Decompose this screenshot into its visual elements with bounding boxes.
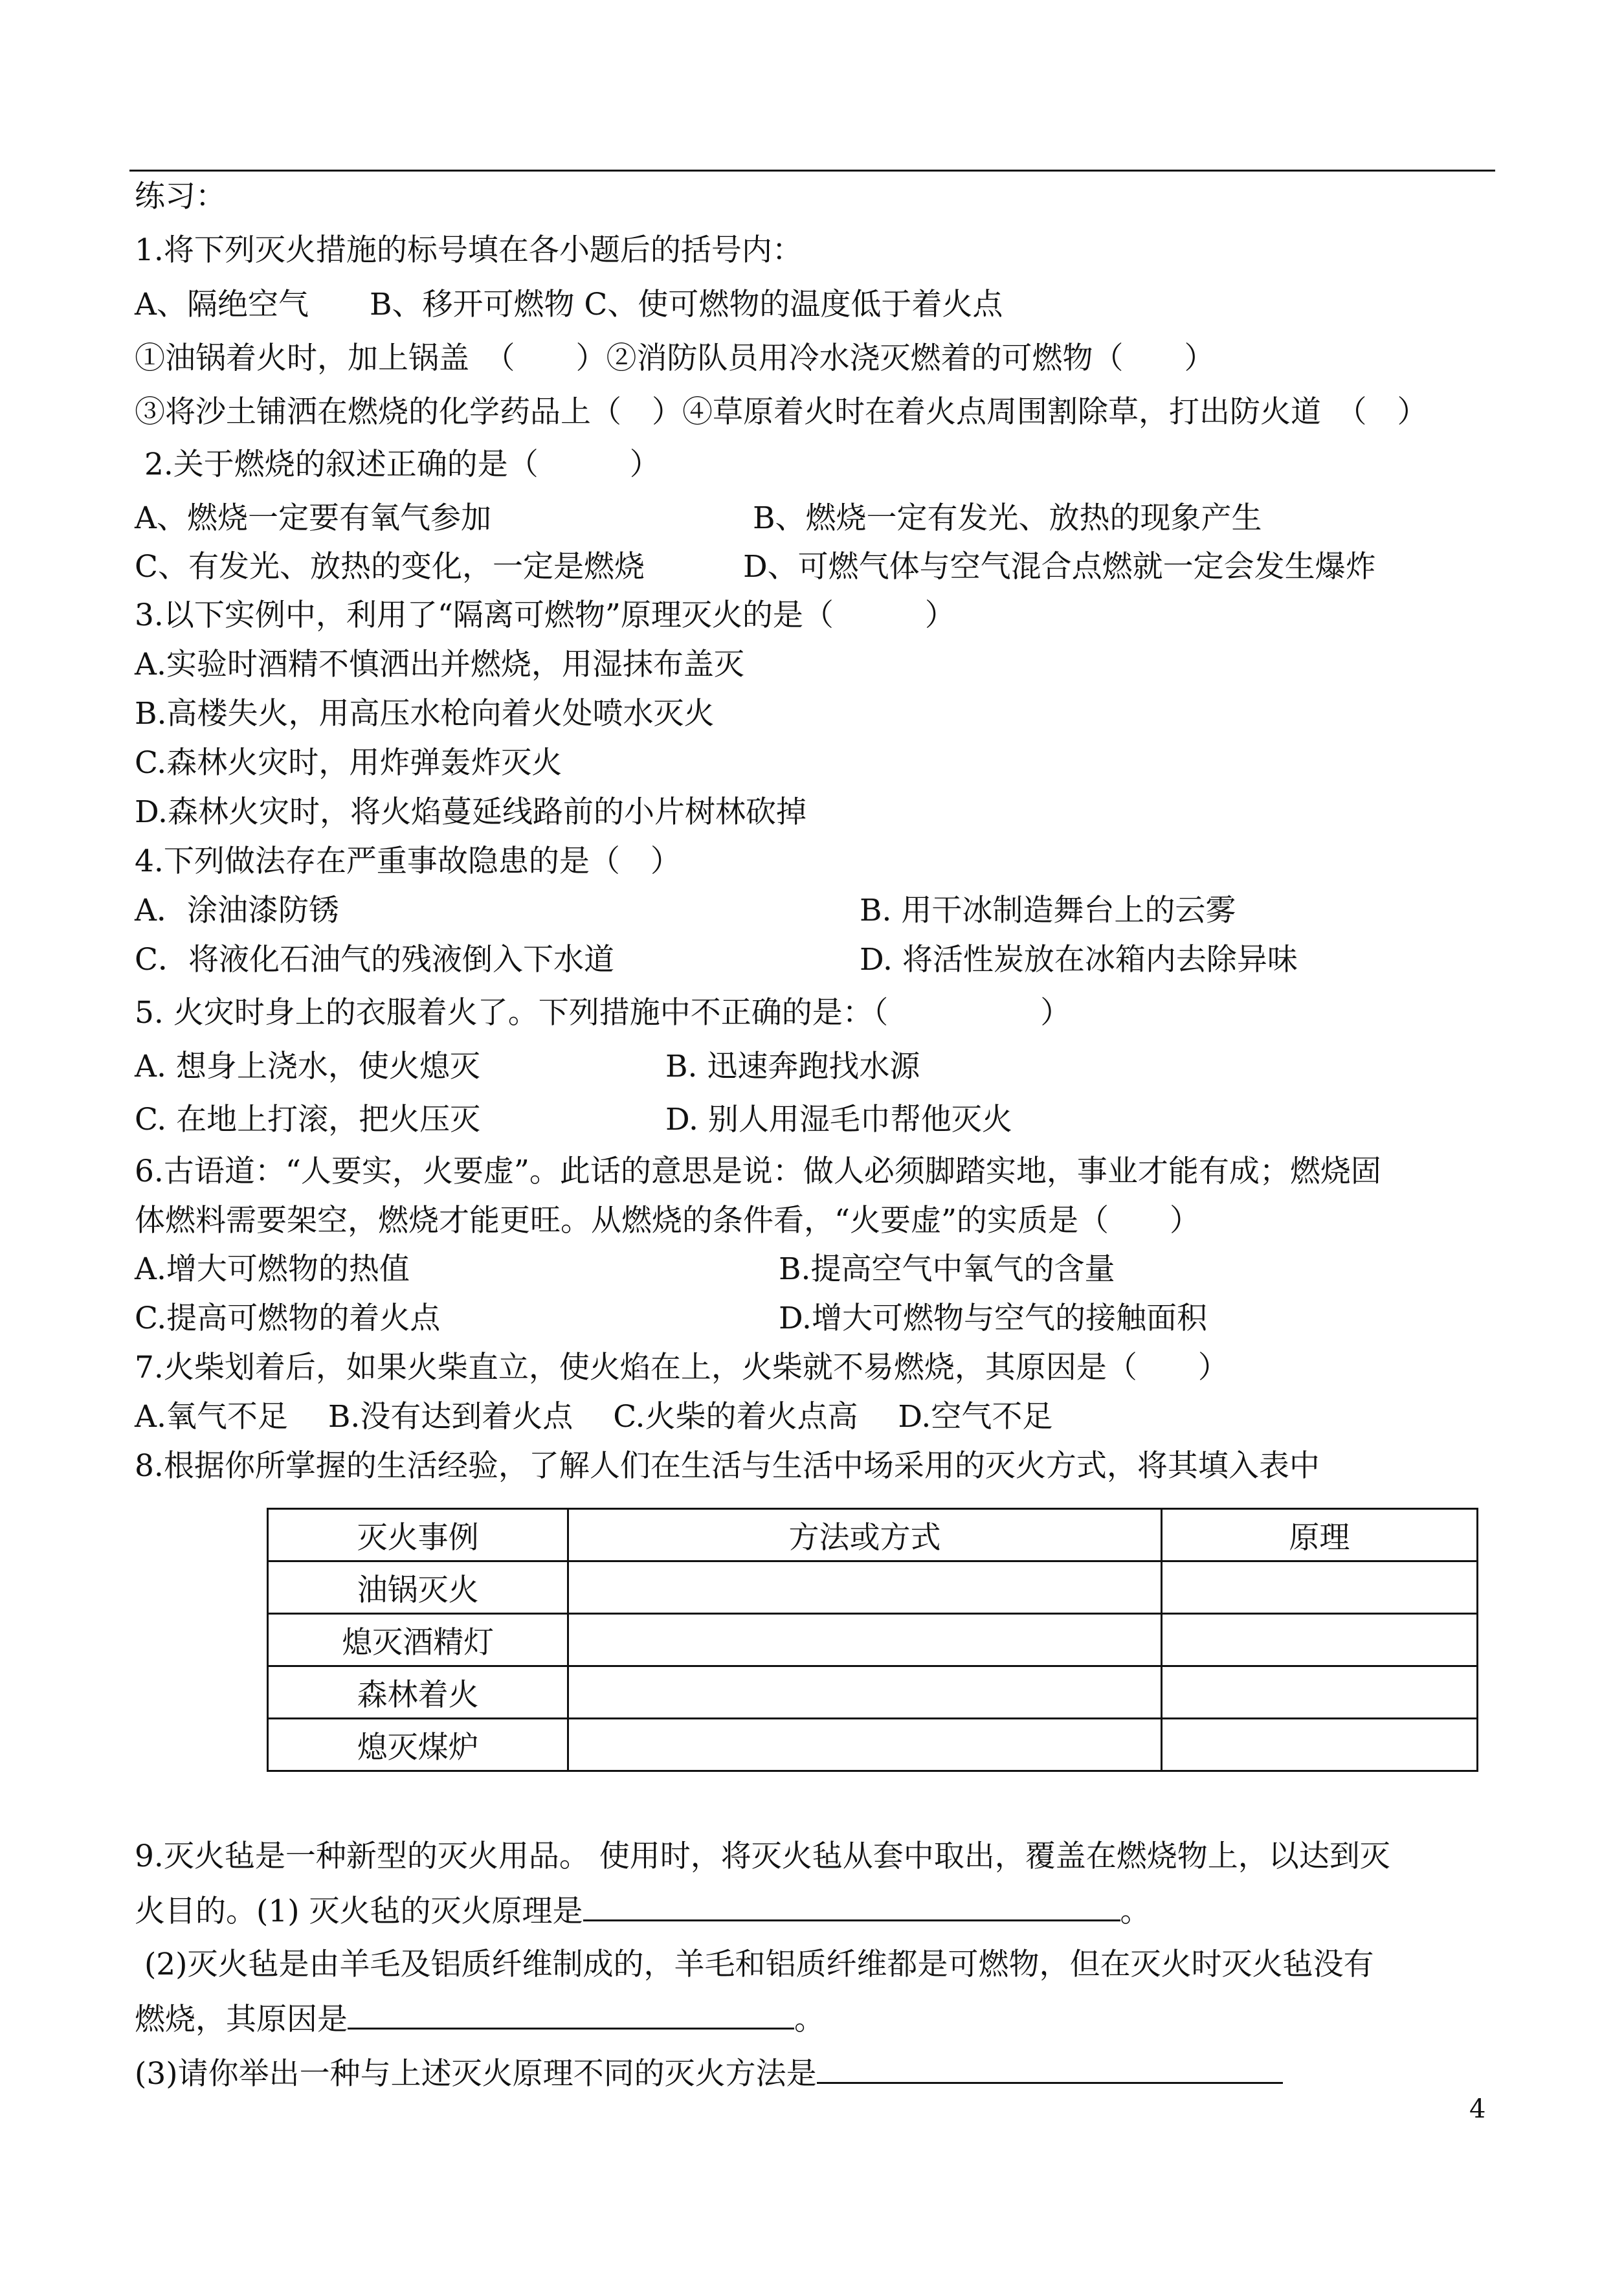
q4-option-d: D. 将活性炭放在冰箱内去除异味: [860, 942, 1298, 978]
table-row-label: 熄灭煤炉: [268, 1719, 568, 1771]
principle-answer-cell[interactable]: [1161, 1719, 1477, 1771]
method-answer-cell[interactable]: [568, 1614, 1161, 1666]
q9-part1-blank[interactable]: [583, 1891, 1120, 1921]
q9-part2-end: 。: [794, 2002, 825, 2037]
table-row-label: 森林着火: [268, 1666, 568, 1719]
q7-options: A.氧气不足 B.没有达到着火点 C.火柴的着火点高 D.空气不足: [135, 1399, 1053, 1435]
table-header-cell: 原理: [1161, 1509, 1477, 1561]
principle-answer-cell[interactable]: [1161, 1561, 1477, 1614]
q3-option-d: D.森林火灾时，将火焰蔓延线路前的小片树林砍掉: [135, 794, 806, 830]
q5-option-b: B. 迅速奔跑找水源: [665, 1049, 920, 1084]
table-row: [268, 1614, 1478, 1666]
q9-line1: 9.灭火毡是一种新型的灭火用品。 使用时，将灭火毡从套中取出，覆盖在燃烧物上，以达到灭: [135, 1839, 1390, 1874]
q3-option-a: A.实验时酒精不慎洒出并燃烧，用湿抹布盖灭: [135, 647, 744, 682]
principle-answer-cell[interactable]: [1161, 1666, 1477, 1719]
q1-stem: 1.将下列灭火措施的标号填在各小题后的括号内：: [135, 232, 803, 268]
q9-part3-blank[interactable]: [817, 2053, 1283, 2084]
q9-part1-end: 。: [1120, 1894, 1151, 1929]
q7-stem: 7.火柴划着后，如果火柴直立，使火焰在上，火柴就不易燃烧，其原因是（ ）: [135, 1350, 1229, 1385]
table-row-label: 油锅灭火: [268, 1561, 568, 1614]
q3-option-b: B.高楼失火，用高压水枪向着火处喷水灭火: [135, 696, 715, 732]
q4-option-a: A．涂油漆防锈: [135, 893, 339, 928]
q5-option-a: A. 想身上浇水，使火熄灭: [135, 1049, 480, 1084]
principle-answer-cell[interactable]: [1161, 1614, 1477, 1666]
q6-option-a: A.增大可燃物的热值: [135, 1251, 410, 1287]
q9-part2-text: 燃烧，其原因是: [135, 2002, 348, 2037]
q5-option-d: D. 别人用湿毛巾帮他灭火: [665, 1102, 1012, 1137]
q1-line1: ①油锅着火时，加上锅盖 （ ）②消防队员用冷水浇灭燃着的可燃物（ ）: [135, 341, 1215, 376]
q2-option-d: D、可燃气体与空气混合点燃就一定会发生爆炸: [743, 549, 1376, 585]
page-number: 4: [1469, 2094, 1486, 2124]
q1-line2: ③将沙土铺洒在燃烧的化学药品上（ ）④草原着火时在着火点周围割除草，打出防火道 （ ）: [135, 394, 1428, 430]
q4-stem: 4.下列做法存在严重事故隐患的是（ ）: [135, 844, 681, 879]
table-header-cell: 灭火事例: [268, 1509, 568, 1561]
q9-part3-text: (3)请你举出一种与上述灭火原理不同的灭火方法是: [135, 2056, 817, 2092]
q6-option-b: B.提高空气中氧气的含量: [779, 1251, 1115, 1287]
q1-options: A、隔绝空气 B、移开可燃物 C、使可燃物的温度低于着火点: [135, 287, 1003, 322]
method-answer-cell[interactable]: [568, 1561, 1161, 1614]
q2-stem: 2.关于燃烧的叙述正确的是（ ）: [135, 447, 660, 482]
q9-line2: [135, 1891, 1151, 1931]
method-answer-cell[interactable]: [568, 1719, 1161, 1771]
q3-option-c: C.森林火灾时，用炸弹轰炸灭火: [135, 745, 562, 781]
q2-option-c: C、有发光、放热的变化，一定是燃烧: [135, 549, 645, 585]
table-row-label: 熄灭酒精灯: [268, 1614, 568, 1666]
table-header-cell: 方法或方式: [568, 1509, 1161, 1561]
table-header-row: [268, 1509, 1478, 1561]
q9-line5: [135, 2053, 1283, 2094]
q6-option-c: C.提高可燃物的着火点: [135, 1301, 441, 1336]
q9-part2-blank[interactable]: [348, 1999, 794, 2030]
q8-answer-table: [267, 1508, 1478, 1772]
q9-part1-text: 火目的。(1) 灭火毡的灭火原理是: [135, 1894, 583, 1929]
q9-line4: [135, 1999, 825, 2039]
q5-stem: 5. 火灾时身上的衣服着火了。下列措施中不正确的是：（ ）: [135, 995, 1071, 1031]
table-row: [268, 1561, 1478, 1614]
q2-option-a: A、燃烧一定要有氧气参加: [135, 500, 491, 536]
exercise-heading: 练习：: [135, 179, 226, 214]
q4-option-b: B. 用干冰制造舞台上的云雾: [860, 893, 1236, 928]
q5-option-c: C. 在地上打滚，把火压灭: [135, 1102, 481, 1137]
q2-option-b: B、燃烧一定有发光、放热的现象产生: [753, 500, 1262, 536]
q3-stem: 3.以下实例中，利用了“隔离可燃物”原理灭火的是（ ）: [135, 598, 955, 633]
q6-option-d: D.增大可燃物与空气的接触面积: [779, 1301, 1207, 1336]
table-row: [268, 1719, 1478, 1771]
q9-line3: (2)灭火毡是由羊毛及铝质纤维制成的，羊毛和铝质纤维都是可燃物，但在灭火时灭火毡没有: [135, 1947, 1374, 1982]
q4-option-c: C．将液化石油气的残液倒入下水道: [135, 942, 614, 978]
table-row: [268, 1666, 1478, 1719]
q8-stem: 8.根据你所掌握的生活经验，了解人们在生活与生活中场采用的灭火方式，将其填入表中: [135, 1448, 1320, 1484]
header-rule: [129, 170, 1495, 172]
q6-stem-line1: 6.古语道：“人要实，火要虚”。此话的意思是说：做人必须脚踏实地，事业才能有成；燃烧固: [135, 1154, 1381, 1189]
q6-stem-line2: 体燃料需要架空，燃烧才能更旺。从燃烧的条件看，“火要虚”的实质是（ ）: [135, 1203, 1201, 1238]
method-answer-cell[interactable]: [568, 1666, 1161, 1719]
